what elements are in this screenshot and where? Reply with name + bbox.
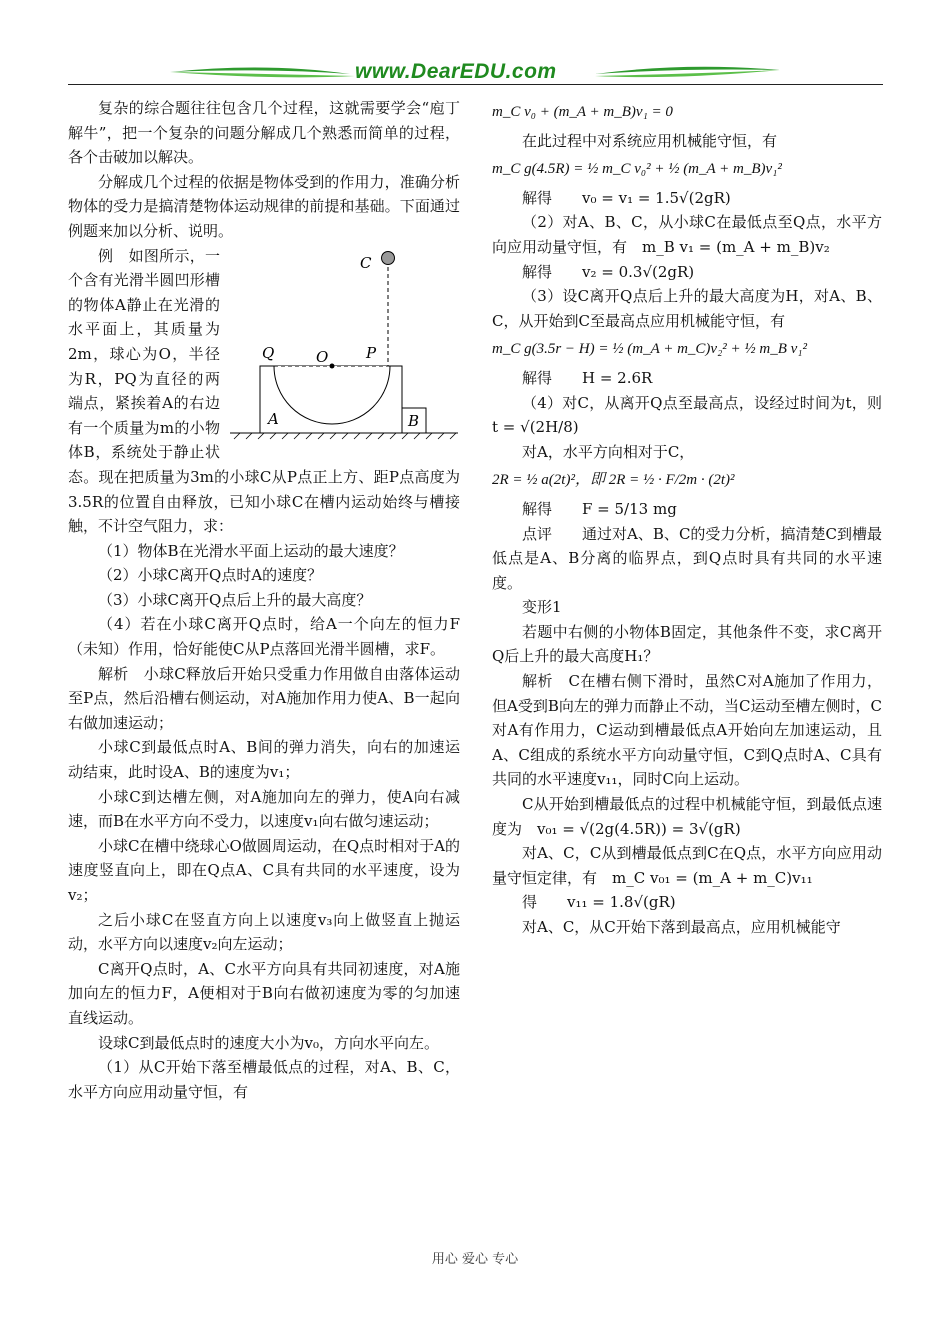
label-c: C	[360, 253, 372, 272]
example-paragraph: 例 如图所示，一个含有光滑半圆凹形槽的物体A静止在光滑的水平面上，其质量为2m，球心为O，半径为R，PQ为直径的两端点，紧挨着A的右边有一个质量为m的小物体B，系统处于静止状态。现在把质量为3m的小球C从P点正上方、距P点高度为3.5R的位置自由释放，已知小球C在槽内运动始终与槽接触，不计空气阻力，求：	[68, 246, 460, 536]
paragraph: 对A、C，从C开始下落到最高点，应用机械能守	[522, 918, 841, 936]
question-3: （3）小球C离开Q点后上升的最大高度？	[98, 590, 372, 609]
header-rule	[68, 84, 883, 85]
question-2: （2）小球C离开Q点时A的速度？	[98, 566, 323, 585]
paragraph: 小球C到最低点时A、B间的弹力消失，向右的加速运动结束，此时设A、B的速度为v₁；	[68, 738, 460, 782]
page-footer: 用心 爱心 专心	[431, 1252, 519, 1267]
paragraph: （2）对A、B、C，从小球C在最低点至Q点，水平方向应用动量守恒，有 m_B v₁ = (m_A + m_B)v₂	[492, 213, 882, 256]
equation: m_C v₀ + (m_A + m_B)v₁ = 0	[492, 104, 673, 120]
comment-paragraph: 点评 通过对A、B、C的受力分析，搞清楚C到槽最低点是A、B分离的临界点，到Q点时具有共同的水平速度。	[492, 524, 882, 592]
paragraph: 若题中右侧的小物体B固定，其他条件不变，求C离开Q后上升的最大高度H₁？	[492, 622, 882, 666]
equation: m_C g(3.5r − H) = ½ (m_A + m_C)v₂² + ½ m_B v₁²	[492, 341, 808, 358]
site-url[interactable]: www.DearEDU.com	[355, 60, 557, 83]
paragraph: 解得 F = 5/13 mg	[522, 499, 677, 518]
paragraph: 解得 v₂ = 0.3√(2gR)	[522, 262, 695, 281]
equation: m_C g(4.5R) = ½ m_C v₀² + ½ (m_A + m_B)v₁²	[492, 161, 782, 178]
paragraph: 复杂的综合题往往包含几个过程，这就需要学会“庖丁解牛”，把一个复杂的问题分解成几个熟悉而简单的过程，各个击破加以解决。	[68, 99, 460, 167]
paragraph: 对A、C，C从到槽最低点到C在Q点，水平方向应用动量守恒定律，有 m_C v₀₁ = (m_A + m_C)v₁₁	[492, 844, 882, 887]
paragraph: C离开Q点时，A、C水平方向具有共同初速度，对A施加向左的恒力F，A便相对于B向右做初速度为零的匀加速直线运动。	[68, 959, 460, 1027]
label-p: P	[366, 343, 377, 362]
label-b: B	[408, 411, 420, 430]
paragraph: 分解成几个过程的依据是物体受到的作用力，准确分析物体的受力是搞清楚物体运动规律的前提和基础。下面通过例题来加以分析、说明。	[68, 172, 460, 240]
paragraph: C从开始到槽最低点的过程中机械能守恒，到最低点速度为 v₀₁ = √(2g(4.5R)) = 3√(gR)	[492, 795, 882, 838]
paragraph: （3）设C离开Q点后上升的最大高度为H，对A、B、C，从开始到C至最高点应用机械能守恒，有	[492, 287, 882, 330]
paragraph: 得 v₁₁ = 1.8√(gR)	[522, 893, 676, 912]
paragraph: （4）对C，从离开Q点至最高点，设经过时间为t，则 t = √(2H/8)	[492, 393, 913, 437]
paragraph: 设球C到最低点时的速度大小为v₀，方向水平向左。	[98, 1033, 439, 1052]
paragraph: 解析 C在槽右侧下滑时，虽然C对A施加了作用力，但A受到B向左的弹力而静止不动，当C运动至槽左侧时，C对A有作用力，C运动到槽最低点A开始向左加速运动，且A、C组成的系统水平方向动量守恒，C到Q点时A、C具有共同的水平速度v₁₁，同时C向上运动。	[492, 672, 882, 789]
question-1: （1）物体B在光滑水平面上运动的最大速度？	[98, 541, 404, 560]
paragraph: 解得 v₀ = v₁ = 1.5√(2gR)	[522, 188, 731, 207]
label-o: O	[316, 347, 329, 366]
paragraph: 解得 H = 2.6R	[522, 368, 653, 387]
paragraph: 之后小球C在竖直方向上以速度v₃向上做竖直上抛运动，水平方向以速度v₂向左运动；	[68, 910, 460, 954]
left-column	[68, 96, 460, 1104]
question-4: （4）若在小球C离开Q点时，给A一个向左的恒力F（未知）作用，恰好能使C从P点落回光滑半圆槽，求F。	[68, 615, 460, 659]
variant-heading: 变形1	[522, 598, 562, 617]
apparatus-figure	[228, 246, 460, 446]
label-a: A	[268, 409, 279, 428]
paragraph: 对A，水平方向相对于C，	[522, 442, 695, 461]
paragraph: 小球C在槽中绕球心O做圆周运动，在Q点时相对于A的速度竖直向上，即在Q点A、C具有共同的水平速度，设为v₂；	[68, 836, 460, 904]
paragraph: 在此过程中对系统应用机械能守恒，有	[522, 131, 778, 150]
paragraph: 解析 小球C释放后开始只受重力作用做自由落体运动至P点，然后沿槽右侧运动，对A施加作用力使A、B一起向右做加速运动；	[68, 664, 460, 732]
paragraph: 小球C到达槽左侧，对A施加向左的弹力，使A向右减速，而B在水平方向不受力，以速度v₁向右做匀速运动；	[68, 787, 460, 831]
right-column	[492, 96, 913, 940]
paragraph: （1）从C开始下落至槽最低点的过程，对A、B、C，水平方向应用动量守恒，有	[68, 1058, 460, 1101]
label-q: Q	[262, 343, 275, 362]
equation: 2R = ½ a(2t)²，即 2R = ½ · F/2m · (2t)²	[492, 472, 735, 489]
